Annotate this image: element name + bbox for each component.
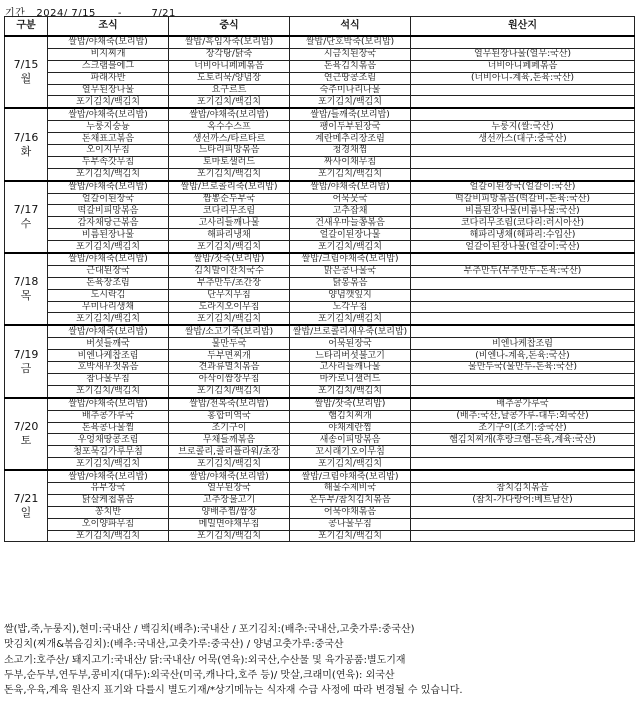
breakfast-cell: 돈채표고볶음 (48, 133, 169, 145)
lunch-cell: 포기김치/백김치 (169, 168, 290, 180)
note-line: 맛김치(찌개&볶음김치):(배추:국내산,고춧가루:중국산) / 양념고춧가루:중국산 (4, 639, 344, 651)
origin-cell (411, 253, 635, 265)
table-row (5, 36, 635, 48)
origin-cell: (비엔나-계육,돈육:국산) (411, 350, 635, 362)
origin-cell: 물만두국(물만두-돈육:국산) (411, 362, 635, 374)
day-date: 7/17 (13, 202, 39, 216)
origin-cell: 비엔나케찹조림 (411, 338, 635, 350)
day-date: 7/19 (13, 347, 39, 361)
dinner-cell: 온두부/참치김치볶음 (290, 494, 411, 506)
breakfast-cell: 쌀밥/야채죽(보리밥) (48, 398, 169, 410)
table-row (5, 60, 635, 72)
table-row (5, 434, 635, 446)
day-label (5, 253, 48, 325)
table-row (5, 482, 635, 494)
breakfast-cell: 우엉채땅콩조림 (48, 434, 169, 446)
origin-cell (411, 313, 635, 325)
day-weekday: 수 (20, 216, 32, 230)
lunch-cell: 브로콜리,콜리플라워/초장 (169, 446, 290, 458)
lunch-cell: 장각탕/닭죽 (169, 48, 290, 60)
lunch-cell: 포기김치/백김치 (169, 385, 290, 397)
origin-cell (411, 458, 635, 470)
origin-cell: 얼갈이된장나물(얼갈이:국산) (411, 241, 635, 253)
lunch-cell: 아삭이쌈장무침 (169, 373, 290, 385)
dinner-cell: 콩나물무침 (290, 518, 411, 530)
note-line: 두부,순두부,연두부,콩비지(대두):외국산(미국,캐나다,호주 등)/ 맛살,크래미(연육): 외국산 (4, 669, 395, 681)
breakfast-cell: 닭살케첩볶음 (48, 494, 169, 506)
breakfast-cell: 쌀밥/야채죽(보리밥) (48, 470, 169, 482)
lunch-cell: 쌀밥/전복죽(보리밥) (169, 398, 290, 410)
breakfast-cell: 비지찌개 (48, 48, 169, 60)
table-row (5, 362, 635, 374)
table-row (5, 373, 635, 385)
lunch-cell: 쌀밥/브로콜리죽(보리밥) (169, 181, 290, 193)
dinner-cell: 어묵뭇국 (290, 193, 411, 205)
dinner-cell: 맑은콩나물국 (290, 265, 411, 277)
dinner-cell: 포기김치/백김치 (290, 458, 411, 470)
dinner-cell: 쌀밥/야채죽(보리밥) (290, 181, 411, 193)
table-row (5, 217, 635, 229)
dinner-cell: 포기김치/백김치 (290, 96, 411, 108)
day-label (5, 36, 48, 108)
origin-cell: 배추콩가루국 (411, 398, 635, 410)
dinner-cell: 건새우마늘쫑볶음 (290, 217, 411, 229)
dinner-cell: 쌀밥/들깨죽(보리밥) (290, 108, 411, 120)
lunch-cell: 열무된장국 (169, 482, 290, 494)
table-row (5, 145, 635, 157)
table-row (5, 338, 635, 350)
breakfast-cell: 얼갈이된장국 (48, 193, 169, 205)
period-start: 2024/ 7/15 (36, 8, 96, 19)
table-row (5, 108, 635, 120)
breakfast-cell: 쌀밥/야채죽(보리밥) (48, 108, 169, 120)
lunch-cell: 요구르트 (169, 84, 290, 96)
lunch-cell: 조기구이 (169, 422, 290, 434)
day-label (5, 108, 48, 180)
table-row (5, 241, 635, 253)
breakfast-cell: 포기김치/백김치 (48, 530, 169, 542)
dinner-cell: 닭봉볶음 (290, 277, 411, 289)
breakfast-cell: 꽁치반 (48, 506, 169, 518)
breakfast-cell: 포기김치/백김치 (48, 313, 169, 325)
lunch-cell: 고추장불고기 (169, 494, 290, 506)
origin-cell: 너비아니페페볶음 (411, 60, 635, 72)
origin-cell (411, 530, 635, 542)
day-label (5, 398, 48, 470)
table-row (5, 253, 635, 265)
dinner-cell: 느타리버섯불고기 (290, 350, 411, 362)
lunch-cell: 포기김치/백김치 (169, 241, 290, 253)
lunch-cell: 두부면찌개 (169, 350, 290, 362)
origin-cell (411, 446, 635, 458)
dinner-cell: 짜사이채무침 (290, 156, 411, 168)
breakfast-cell: 쌀밥/야채죽(보리밥) (48, 253, 169, 265)
lunch-cell: 쌀밥/야채죽(보리밥) (169, 470, 290, 482)
lunch-cell: 단무지무침 (169, 289, 290, 301)
table-row (5, 84, 635, 96)
lunch-cell: 너비아니페페볶음 (169, 60, 290, 72)
table-row (5, 350, 635, 362)
origin-cell (411, 518, 635, 530)
period-label: 기간 (5, 8, 26, 19)
table-row (5, 422, 635, 434)
period-end: 7/21 (151, 8, 176, 19)
table-row (5, 458, 635, 470)
day-weekday: 목 (20, 289, 32, 303)
weekly-menu-table (4, 16, 635, 542)
origin-cell: 떡갈비피망볶음(떡갈비-돈육:국산) (411, 193, 635, 205)
origin-cell (411, 385, 635, 397)
dinner-cell: 꼬시래기오이무침 (290, 446, 411, 458)
day-label (5, 181, 48, 253)
table-row (5, 265, 635, 277)
table-row (5, 133, 635, 145)
dinner-cell: 포기김치/백김치 (290, 168, 411, 180)
breakfast-cell: 오이양파무침 (48, 518, 169, 530)
table-row (5, 410, 635, 422)
breakfast-cell: 스크램블에그 (48, 60, 169, 72)
origin-cell (411, 36, 635, 48)
origin-cell (411, 325, 635, 337)
dinner-cell: 포기김치/백김치 (290, 241, 411, 253)
day-date: 7/20 (13, 419, 39, 433)
origin-cell: 부추만두(부추만두-돈육:국산) (411, 265, 635, 277)
dinner-cell: 야채계란찜 (290, 422, 411, 434)
lunch-cell: 옥수수스프 (169, 121, 290, 133)
breakfast-cell: 근대된장국 (48, 265, 169, 277)
dinner-cell: 포기김치/백김치 (290, 385, 411, 397)
dinner-cell: 쌀밥/크림야채죽(보리밥) (290, 470, 411, 482)
origin-cell (411, 470, 635, 482)
lunch-cell: 느타리피망볶음 (169, 145, 290, 157)
origin-cell (411, 145, 635, 157)
lunch-cell: 포기김치/백김치 (169, 313, 290, 325)
origin-cell (411, 108, 635, 120)
day-weekday: 토 (20, 433, 32, 447)
origin-cell (411, 168, 635, 180)
dinner-cell: 해물수제비국 (290, 482, 411, 494)
breakfast-cell: 배추콩가루국 (48, 410, 169, 422)
lunch-cell: 메밀면야채무침 (169, 518, 290, 530)
breakfast-cell: 호박새우젓볶음 (48, 362, 169, 374)
day-label (5, 325, 48, 397)
dinner-cell: 마카로니샐러드 (290, 373, 411, 385)
origin-cell (411, 289, 635, 301)
origin-cell: 얼갈이된장국(얼갈이:국산) (411, 181, 635, 193)
breakfast-cell: 포기김치/백김치 (48, 458, 169, 470)
lunch-cell: 도라지오이무침 (169, 301, 290, 313)
lunch-cell: 쌀밥/흑임자죽(보리밥) (169, 36, 290, 48)
table-row (5, 289, 635, 301)
table-row (5, 385, 635, 397)
breakfast-cell: 도시락김 (48, 289, 169, 301)
dinner-cell: 연근땅콩조림 (290, 72, 411, 84)
lunch-cell: 쌀밥/야채죽(보리밥) (169, 108, 290, 120)
dinner-cell: 숙주미나리나물 (290, 84, 411, 96)
breakfast-cell: 무미나리생채 (48, 301, 169, 313)
table-row (5, 325, 635, 337)
table-row (5, 193, 635, 205)
dinner-cell: 포기김치/백김치 (290, 313, 411, 325)
breakfast-cell: 비엔나케찹조림 (48, 350, 169, 362)
dinner-cell: 쌀밥/잣죽(보리밥) (290, 398, 411, 410)
table-row (5, 301, 635, 313)
table-row (5, 121, 635, 133)
breakfast-cell: 돈육장조림 (48, 277, 169, 289)
day-date: 7/15 (13, 58, 39, 72)
note-line: 돈육,우육,계육 원산지 표기와 다를시 별도기재/*상기메뉴는 식자재 수급 사정에 따라 변경될 수 있습니다. (4, 685, 463, 697)
dinner-cell: 쌀밥/크림야채죽(보리밥) (290, 253, 411, 265)
table-row (5, 168, 635, 180)
origin-cell: 참치김치볶음 (411, 482, 635, 494)
lunch-cell: 토마토샐러드 (169, 156, 290, 168)
origin-cell (411, 84, 635, 96)
breakfast-cell: 쌀밥/야채죽(보리밥) (48, 36, 169, 48)
table-row (5, 313, 635, 325)
table-row (5, 277, 635, 289)
breakfast-cell: 감자채당근볶음 (48, 217, 169, 229)
dinner-cell: 고사리들깨나물 (290, 362, 411, 374)
breakfast-cell: 포기김치/백김치 (48, 96, 169, 108)
lunch-cell: 무채들깨볶음 (169, 434, 290, 446)
dinner-cell: 새송이피망볶음 (290, 434, 411, 446)
header-row (5, 17, 635, 37)
dinner-cell: 얼갈이된장나물 (290, 229, 411, 241)
origin-notes (4, 622, 636, 698)
origin-cell: 생선까스(대구:중국산) (411, 133, 635, 145)
breakfast-cell: 유부장국 (48, 482, 169, 494)
header-category: 구분 (5, 17, 48, 37)
breakfast-cell: 파래자반 (48, 72, 169, 84)
origin-cell: (배추:국산,날콩가루-대두:외국산) (411, 410, 635, 422)
origin-cell (411, 373, 635, 385)
table-row (5, 470, 635, 482)
breakfast-cell: 쌀밥/야채죽(보리밥) (48, 325, 169, 337)
lunch-cell: 짬뽕순두부국 (169, 193, 290, 205)
table-row (5, 205, 635, 217)
origin-cell: (참치-가다랑어:베트남산) (411, 494, 635, 506)
dinner-cell: 양념깻잎지 (290, 289, 411, 301)
note-line: 소고기:호주산/ 돼지고기:국내산/ 닭:국내산/ 어묵(연육):외국산,수산물 및 육가공품:별도기재 (4, 654, 406, 666)
dinner-cell: 포기김치/백김치 (290, 530, 411, 542)
lunch-cell: 고사리들깨나물 (169, 217, 290, 229)
lunch-cell: 쌀밥/소고기죽(보리밥) (169, 325, 290, 337)
day-date: 7/18 (13, 275, 39, 289)
table-row (5, 494, 635, 506)
table-row (5, 518, 635, 530)
origin-cell (411, 96, 635, 108)
header-dinner: 석식 (290, 17, 411, 37)
breakfast-cell: 누룽지숭늉 (48, 121, 169, 133)
breakfast-cell: 떡갈비피망볶음 (48, 205, 169, 217)
dinner-cell: 계란메추리장조림 (290, 133, 411, 145)
day-weekday: 월 (20, 72, 32, 86)
dinner-cell: 청경채찜 (290, 145, 411, 157)
day-label (5, 470, 48, 542)
origin-cell: 햄김치찌개(후랑크햄-돈육,계육:국산) (411, 434, 635, 446)
lunch-cell: 포기김치/백김치 (169, 458, 290, 470)
origin-cell: 조기구이(조기:중국산) (411, 422, 635, 434)
origin-cell: (너비아니-계육,돈육:국산) (411, 72, 635, 84)
period-dash: - (117, 8, 123, 19)
table-row (5, 72, 635, 84)
table-row (5, 96, 635, 108)
dinner-cell: 햄김치찌개 (290, 410, 411, 422)
dinner-cell: 노각무침 (290, 301, 411, 313)
breakfast-cell: 청포묵김가루무침 (48, 446, 169, 458)
origin-cell (411, 301, 635, 313)
table-row (5, 181, 635, 193)
origin-cell: 코다리무조림(코다리:러시아산) (411, 217, 635, 229)
breakfast-cell: 포기김치/백김치 (48, 385, 169, 397)
breakfast-cell: 돈육콩나물찜 (48, 422, 169, 434)
origin-cell: 비름된장나물(비름나물:국산) (411, 205, 635, 217)
header-origin: 원산지 (411, 17, 635, 37)
table-row (5, 398, 635, 410)
breakfast-cell: 버섯들깨국 (48, 338, 169, 350)
breakfast-cell: 쌀밥/야채죽(보리밥) (48, 181, 169, 193)
lunch-cell: 부추만두/초간장 (169, 277, 290, 289)
lunch-cell: 홍합미역국 (169, 410, 290, 422)
lunch-cell: 견과류멸치볶음 (169, 362, 290, 374)
breakfast-cell: 비름된장나물 (48, 229, 169, 241)
breakfast-cell: 참나물무침 (48, 373, 169, 385)
lunch-cell: 포기김치/백김치 (169, 96, 290, 108)
header-lunch: 중식 (169, 17, 290, 37)
table-row (5, 506, 635, 518)
table-row (5, 530, 635, 542)
lunch-cell: 해파리냉채 (169, 229, 290, 241)
day-date: 7/16 (13, 130, 39, 144)
origin-cell: 열무된장나물(열무:국산) (411, 48, 635, 60)
dinner-cell: 돈육김치볶음 (290, 60, 411, 72)
lunch-cell: 코다리무조림 (169, 205, 290, 217)
breakfast-cell: 두부속갓무침 (48, 156, 169, 168)
header-breakfast: 조식 (48, 17, 169, 37)
origin-cell (411, 156, 635, 168)
lunch-cell: 김치말이잔치국수 (169, 265, 290, 277)
breakfast-cell: 열무된장나물 (48, 84, 169, 96)
lunch-cell: 쌀밥/잣죽(보리밥) (169, 253, 290, 265)
lunch-cell: 물만두국 (169, 338, 290, 350)
table-row (5, 48, 635, 60)
breakfast-cell: 포기김치/백김치 (48, 168, 169, 180)
menu-body (5, 36, 635, 542)
dinner-cell: 팽이두부된장국 (290, 121, 411, 133)
dinner-cell: 쌀밥/단호박죽(보리밥) (290, 36, 411, 48)
day-weekday: 화 (20, 144, 32, 158)
dinner-cell: 고추잡채 (290, 205, 411, 217)
day-weekday: 금 (20, 361, 32, 375)
day-weekday: 일 (20, 506, 32, 520)
lunch-cell: 도토리묵/양념장 (169, 72, 290, 84)
dinner-cell: 어묵야채볶음 (290, 506, 411, 518)
dinner-cell: 어묵된장국 (290, 338, 411, 350)
day-date: 7/21 (13, 492, 39, 506)
breakfast-cell: 오이지무침 (48, 145, 169, 157)
table-row (5, 446, 635, 458)
lunch-cell: 포기김치/백김치 (169, 530, 290, 542)
lunch-cell: 양배추찜/쌈장 (169, 506, 290, 518)
origin-cell (411, 277, 635, 289)
origin-cell: 누룽지(쌀:국산) (411, 121, 635, 133)
dinner-cell: 시금치된장국 (290, 48, 411, 60)
origin-cell: 해파리냉채(해파리:수입산) (411, 229, 635, 241)
table-row (5, 229, 635, 241)
dinner-cell: 쌀밥/브로콜리새우죽(보리밥) (290, 325, 411, 337)
note-line: 쌀(밥,죽,누룽지),현미:국내산 / 백김치(배추):국내산 / 포기김치:(배추:국내산,고춧가루:중국산) (4, 624, 415, 635)
lunch-cell: 생선까스/타르타르 (169, 133, 290, 145)
table-row (5, 156, 635, 168)
breakfast-cell: 포기김치/백김치 (48, 241, 169, 253)
origin-cell (411, 506, 635, 518)
